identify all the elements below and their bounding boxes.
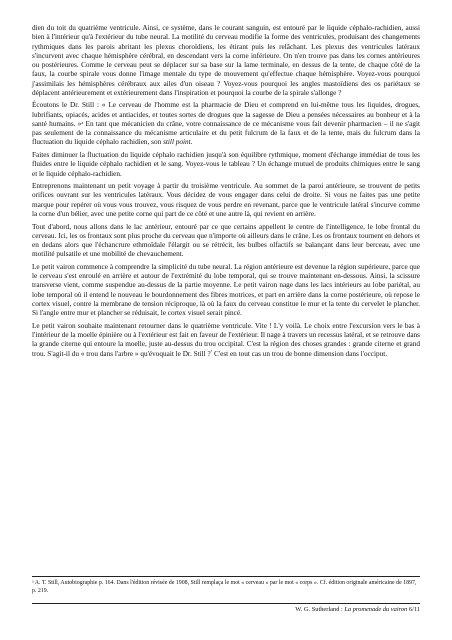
page-footer — [295, 606, 420, 614]
paragraph-still-quote — [32, 101, 420, 147]
still-point-emphasis: still point. — [163, 138, 193, 147]
footnote-reference-b: ᵇ — [210, 348, 213, 354]
paragraph-fluctuation: Faites diminuer la fluctuation du liquide céphalo rachidien jusqu'à son équilibre rythmique, moment d'échange immédiat de tous les fluides entre le liquide céphalo rachidien et le sang. Voyez-vous le tableau ? Un échange mutuel de produits chimiques entre le sang et le liquide céphalo-rachidien. — [32, 151, 420, 178]
paragraph-third-ventricle: Entreprenons maintenant un petit voyage à partir du troisième ventricule. Au sommet de la paroi antérieure, se trouvent de petits orifices ouvrant sur les ventricules latéraux. Vous décidez de vous engager dans celui de droite. Si vous ne faites pas une petite marque pour repérer où vous vous trouvez, vous risquez de vous perdre en revenant, parce que le ventricule latéral s'incurve comme la corne d'un bélier, avec une petite corne qui part de ce côté et une autre là, qui revient en arrière. — [32, 182, 420, 218]
main-text — [32, 24, 420, 362]
paragraph-frontal-lobe: Tout d'abord, nous allons dans le lac antérieur, entouré par ce que certains appellent le centre de l'intelligence, le lobe frontal du cerveau. Ici, les os frontaux sont plus proche du cerveau que n'importe où ailleurs dans le crâne. Les os frontaux tournent en dehors et en dedans alors que l'échancrure ethmoïdale l'élargit ou se rétrécit, les bulbes olfactifs se balançant dans leur berceau, avec une motilité pulsatile et une mobilité de chevauchement. — [32, 222, 420, 259]
paragraph-fourth-ventricle-end: en tout cas un trou de bonne dimension dans l'occiput. — [229, 349, 388, 358]
paragraph-still-quote-text: Écoutons le Dr. Still : « Le cerveau de l'homme est la pharmacie de Dieu et comprend en lui-même tous les liquides, drogues, lubrifiants, opiacés, acides et antiacides, et toutes sortes de drogues que la sagesse de Dieu a pensées nécessaires au bonheur et à la santé humains. »ᵃ En tant que mécanicien du crâne, votre connaissance de ce mécanisme vous fait devenir pharmacien – il ne s'agit pas seulement de la connaissance du mécanisme articulaire et du petit fulcrum de la faux et de la tente, mais du fulcrum dans la fluctuation du liquide céphalo rachidien, son — [32, 101, 420, 147]
paragraph-fourth-ventricle-tail: C'est — [212, 349, 229, 358]
footer-author: W. G. Sutherland : — [295, 606, 345, 613]
paragraph-fourth-ventricle — [32, 322, 420, 359]
footnote-separator — [32, 576, 420, 577]
footer-page-number: 6/11 — [407, 606, 420, 613]
footnote-a: ᵃ A. T. Still, Autobiographie p. 164. Dans l'édition révisée de 1908, Still remplaça le mot « cerveau » par le mot « corps ». Cf. édition originale américaine de 1897, p. 219. — [32, 580, 417, 594]
paragraph-plexus: dien du toit du quatrième ventricule. Ainsi, ce système, dans le courant sanguin, est entouré par le liquide céphalo-rachidien, aussi bien à l'intérieur qu'à l'extérieur du tube neural. La motilité du cerveau modifie la forme des ventricules, produisant des changements rythmiques dans les parois abritant les plexus choroïdiens, les étirant puis les relâchant. Les plexus des ventricules latéraux s'incurvent avec chaque hémisphère cérébral, en descendant vers la corne inférieure. On n'en trouve pas dans les cornes antérieures ou postérieures. Comme le cerveau peut se déplacer sur sa base sur la lame terminale, en dessus de la tente, de chaque côté de la faux, la courbe spirale vous donne l'image mentale du type de mouvement qu'effectue chaque hémisphère. Voyez-vous pourquoi j'assimilais les hémisphères cérébraux aux ailes d'un oiseau ? Voyez-vous pourquoi les angles mastoïdiens des os pariétaux se déplacent antérieurement et extérieurement dans l'inspiration et pourquoi la courbe de la spirale s'allonge ? — [32, 24, 420, 97]
footer-separator — [32, 603, 420, 604]
paragraph-neural-tube: Le petit vairon commence à comprendre la simplicité du tube neural. La région antérieure est devenue la région supérieure, parce que le cerveau s'est enroulé en arrière et autour de l'extrémité du lobe temporal, qui se trouve maintenant en-dessous. Ainsi, la scissure transverse vient, comme suspendue au-dessus de la partie moyenne. Le petit vairon nage dans les lacs intérieurs au lobe pariétal, au lobe temporal où il entend le nouveau le bourdonnement des fibres motrices, et part en arrière dans la corne postérieure, où repose le cortex visuel, contre la membrane de tension réciproque, là où la faux du cerveau constitue le mur et la tente du cervelet le plancher. Si l'angle entre mur et plancher se réduisait, le cortex visuel serait pincé. — [32, 262, 420, 318]
footer-title: La promenade du vairon — [344, 606, 408, 613]
paragraph-fourth-ventricle-text: Le petit vairon souhaite maintenant retourner dans le quatrième ventricule. Vite ! L'y voilà. Le choix entre l'excursion vers le bas à l'intérieur de la moelle épinière ou à l'extérieur est fait en faveur de l'extérieur. Il nage à travers un recessus latéral, et se retrouve dans la grande citerne qui entoure la moelle, juste au-dessus du trou occipital. C'est la région des choses grandes : grande citerne et grand trou. S'agit-il du « trou dans l'arbre » qu'évoquait le Dr. Still ? — [32, 321, 420, 358]
